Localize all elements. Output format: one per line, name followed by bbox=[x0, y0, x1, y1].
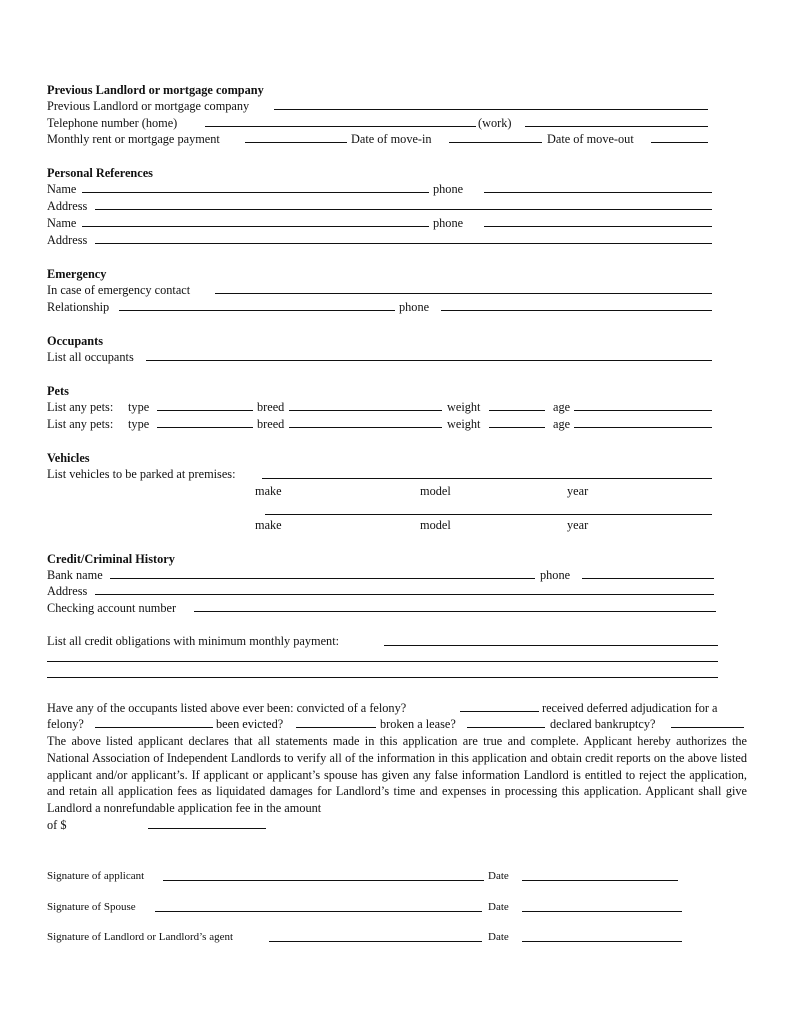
signature-applicant-label: Signature of applicant bbox=[47, 870, 145, 882]
evicted-answer-field[interactable] bbox=[296, 727, 376, 728]
reference-1-address-label: Address bbox=[47, 199, 88, 213]
fee-amount-label: of $ bbox=[47, 818, 67, 832]
reference-2-phone-label: phone bbox=[433, 216, 464, 230]
section-heading-emergency: Emergency bbox=[47, 267, 107, 281]
tel-work-field[interactable] bbox=[525, 126, 708, 127]
obligations-label: List all credit obligations with minimum monthly payment: bbox=[47, 634, 340, 648]
pet-1-type-label: type bbox=[128, 400, 150, 414]
signature-applicant-date-label: Date bbox=[488, 870, 509, 882]
occupants-field[interactable] bbox=[146, 360, 712, 361]
landlord-company-field[interactable] bbox=[274, 109, 708, 110]
question-bankruptcy-label: declared bankruptcy? bbox=[550, 717, 656, 731]
reference-2-address-field[interactable] bbox=[95, 243, 712, 244]
pet-2-age-label: age bbox=[553, 417, 571, 431]
section-heading-landlord: Previous Landlord or mortgage company bbox=[47, 83, 264, 97]
signature-applicant-field[interactable] bbox=[163, 880, 484, 881]
pet-2-type-label: type bbox=[128, 417, 150, 431]
vehicle-1-field[interactable] bbox=[262, 478, 712, 479]
tel-home-field[interactable] bbox=[205, 126, 476, 127]
reference-1-phone-label: phone bbox=[433, 182, 464, 196]
reference-1-name-field[interactable] bbox=[82, 192, 429, 193]
pet-2-breed-field[interactable] bbox=[289, 427, 442, 428]
obligations-field-3[interactable] bbox=[47, 677, 718, 678]
question-broken-lease-label: broken a lease? bbox=[380, 717, 456, 731]
fee-amount-field[interactable] bbox=[148, 828, 266, 829]
pet-2-type-field[interactable] bbox=[157, 427, 253, 428]
reference-1-phone-field[interactable] bbox=[484, 192, 712, 193]
broken-lease-answer-field[interactable] bbox=[467, 727, 545, 728]
vehicle-1-make-label: make bbox=[255, 484, 282, 498]
declaration-paragraph: The above listed applicant declares that all statements made in this application are true and complete. Applicant hereby authorizes the National Association of Independent Landlords to verify all of the information in this application and obtain credit reports on the above listed applicant and/or applicant’s. If applicant or applicant’s spouse has given any false information Landlord is entitled to reject the application, and retain all application fees as liquidated damages for Landlord’s time and expenses in processing this application. Applicant shall give Landlord a nonrefundable application fee in the amount bbox=[47, 734, 747, 816]
vehicle-2-year-label: year bbox=[567, 518, 589, 532]
emergency-contact-field[interactable] bbox=[215, 293, 712, 294]
pet-1-breed-field[interactable] bbox=[289, 410, 442, 411]
section-heading-vehicles: Vehicles bbox=[47, 451, 90, 465]
bankruptcy-answer-field[interactable] bbox=[671, 727, 744, 728]
bank-address-field[interactable] bbox=[95, 594, 714, 595]
reference-2-name-field[interactable] bbox=[82, 226, 429, 227]
pet-1-type-field[interactable] bbox=[157, 410, 253, 411]
landlord-company-label: Previous Landlord or mortgage company bbox=[47, 99, 250, 113]
reference-2-phone-field[interactable] bbox=[484, 226, 712, 227]
question-deferred-felony-label: felony? bbox=[47, 717, 84, 731]
move-in-field[interactable] bbox=[449, 142, 542, 143]
bank-name-field[interactable] bbox=[110, 578, 535, 579]
obligations-field-1[interactable] bbox=[384, 645, 718, 646]
rent-field[interactable] bbox=[245, 142, 347, 143]
signature-landlord-label: Signature of Landlord or Landlord’s agent bbox=[47, 931, 234, 943]
pet-1-weight-field[interactable] bbox=[489, 410, 545, 411]
checking-label: Checking account number bbox=[47, 601, 177, 615]
vehicles-label: List vehicles to be parked at premises: bbox=[47, 467, 236, 481]
reference-1-address-field[interactable] bbox=[95, 209, 712, 210]
rent-label: Monthly rent or mortgage payment bbox=[47, 132, 220, 146]
vehicle-2-model-label: model bbox=[420, 518, 451, 532]
signature-applicant-date-field[interactable] bbox=[522, 880, 678, 881]
bank-phone-field[interactable] bbox=[582, 578, 714, 579]
pet-2-age-field[interactable] bbox=[574, 427, 712, 428]
checking-field[interactable] bbox=[194, 611, 716, 612]
signature-landlord-date-field[interactable] bbox=[522, 941, 682, 942]
tel-home-label: Telephone number (home) bbox=[47, 116, 178, 130]
question-evicted-label: been evicted? bbox=[216, 717, 284, 731]
section-heading-credit: Credit/Criminal History bbox=[47, 552, 175, 566]
vehicle-1-year-label: year bbox=[567, 484, 589, 498]
pet-2-breed-label: breed bbox=[257, 417, 285, 431]
bank-phone-label: phone bbox=[540, 568, 571, 582]
pet-1-weight-label: weight bbox=[447, 400, 481, 414]
relationship-label: Relationship bbox=[47, 300, 110, 314]
pet-1-age-label: age bbox=[553, 400, 571, 414]
move-out-field[interactable] bbox=[651, 142, 708, 143]
tel-work-label: (work) bbox=[478, 116, 512, 130]
emergency-phone-label: phone bbox=[399, 300, 430, 314]
signature-spouse-label: Signature of Spouse bbox=[47, 901, 136, 913]
emergency-contact-label: In case of emergency contact bbox=[47, 283, 191, 297]
signature-landlord-field[interactable] bbox=[269, 941, 482, 942]
pet-1-breed-label: breed bbox=[257, 400, 285, 414]
pet-1-list-label: List any pets: bbox=[47, 400, 114, 414]
deferred-answer-field[interactable] bbox=[95, 727, 213, 728]
vehicle-2-make-label: make bbox=[255, 518, 282, 532]
vehicle-1-model-label: model bbox=[420, 484, 451, 498]
pet-1-age-field[interactable] bbox=[574, 410, 712, 411]
question-deferred-label: received deferred adjudication for a bbox=[542, 701, 718, 715]
signature-landlord-date-label: Date bbox=[488, 931, 509, 943]
bank-name-label: Bank name bbox=[47, 568, 103, 582]
reference-2-address-label: Address bbox=[47, 233, 88, 247]
occupants-label: List all occupants bbox=[47, 350, 134, 364]
reference-2-name-label: Name bbox=[47, 216, 77, 230]
signature-spouse-field[interactable] bbox=[155, 911, 482, 912]
emergency-phone-field[interactable] bbox=[441, 310, 712, 311]
obligations-field-2[interactable] bbox=[47, 661, 718, 662]
pet-2-list-label: List any pets: bbox=[47, 417, 114, 431]
section-heading-occupants: Occupants bbox=[47, 334, 104, 348]
section-heading-pets: Pets bbox=[47, 384, 69, 398]
vehicle-2-field[interactable] bbox=[265, 514, 712, 515]
section-heading-references: Personal References bbox=[47, 166, 153, 180]
signature-spouse-date-label: Date bbox=[488, 901, 509, 913]
question-felony-label: Have any of the occupants listed above ever been: convicted of a felony? bbox=[47, 701, 407, 715]
bank-address-label: Address bbox=[47, 584, 88, 598]
pet-2-weight-label: weight bbox=[447, 417, 481, 431]
felony-answer-field[interactable] bbox=[460, 711, 539, 712]
relationship-field[interactable] bbox=[119, 310, 395, 311]
move-in-label: Date of move-in bbox=[351, 132, 432, 146]
pet-2-weight-field[interactable] bbox=[489, 427, 545, 428]
reference-1-name-label: Name bbox=[47, 182, 77, 196]
move-out-label: Date of move-out bbox=[547, 132, 634, 146]
signature-spouse-date-field[interactable] bbox=[522, 911, 682, 912]
